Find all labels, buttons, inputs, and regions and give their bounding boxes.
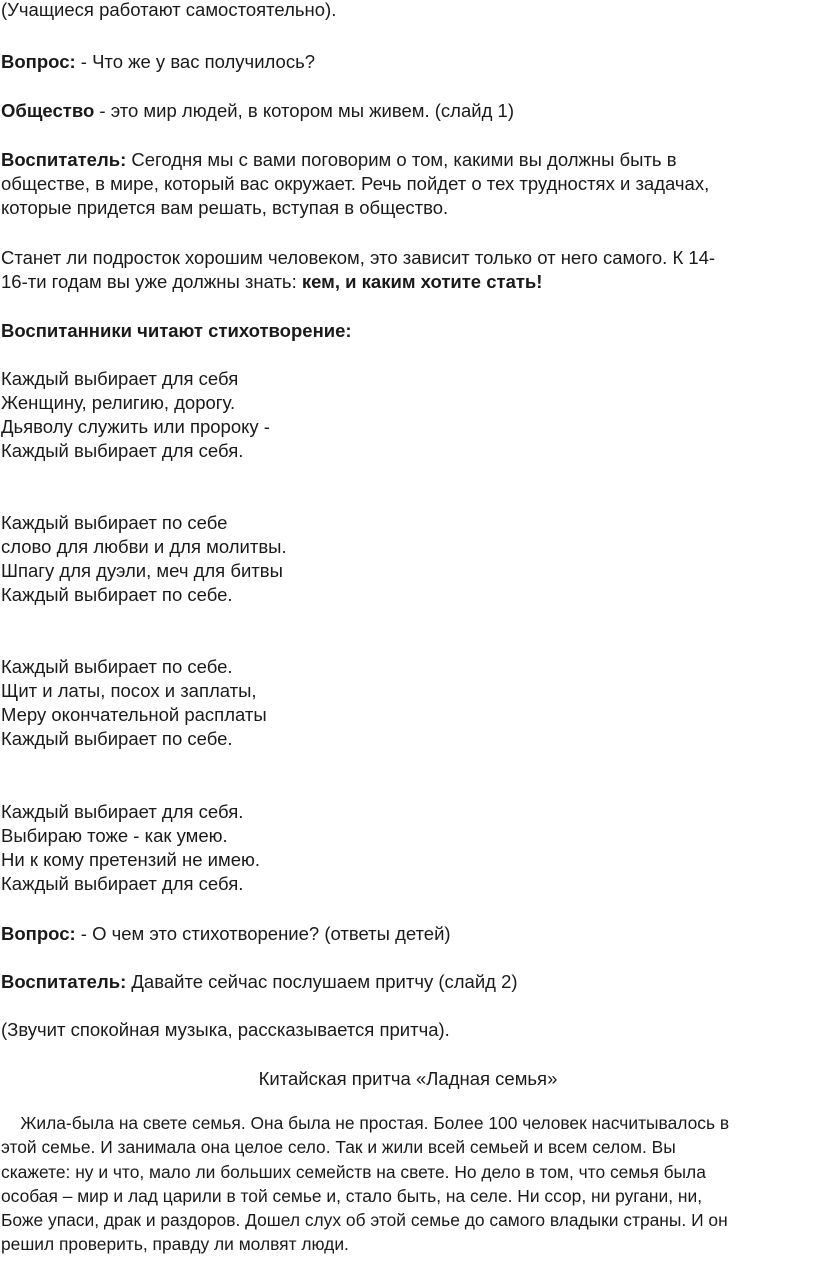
poem-line: Шпагу для дуэли, меч для битвы	[1, 560, 283, 581]
teacher-intro-line-2: обществе, в мире, который вас окружает. Речь пойдет о тех трудностях и задачах,	[1, 173, 710, 194]
parable-line: скажете: ну и что, мало ли больших семейств на свете. Но дело в том, что семья была	[1, 1161, 706, 1182]
poem-line: Дьяволу служить или пророку -	[1, 416, 270, 437]
poem-line: Каждый выбирает для себя.	[1, 801, 244, 822]
intro-note: (Учащиеся работают самостоятельно).	[1, 0, 337, 20]
question-1-text: - Что же у вас получилось?	[75, 51, 315, 72]
poem-line: Каждый выбирает для себя.	[1, 440, 244, 461]
pupils-read-heading	[1, 319, 813, 343]
parable-line: особая – мир и лад царили в той семье и, стало быть, на селе. Ни ссор, ни ругани, ни,	[1, 1185, 703, 1206]
poem-line: Щит и латы, посох и заплаты,	[1, 680, 257, 701]
parable-title: Китайская притча «Ладная семья»	[258, 1068, 558, 1089]
poem-line: Выбираю тоже - как умею.	[1, 825, 228, 846]
poem-line: Каждый выбирает по себе.	[1, 584, 233, 605]
poem-line: Каждый выбирает для себя	[1, 368, 239, 389]
poem-line: Каждый выбирает для себя.	[1, 873, 244, 894]
society-definition	[1, 99, 813, 123]
poem-line: Каждый выбирает по себе	[1, 512, 228, 533]
poem-stanza-1	[1, 367, 813, 463]
parable-line: решил проверить, правду ли молвят люди.	[1, 1234, 349, 1255]
society-text: - это мир людей, в котором мы живем. (слайд 1)	[94, 100, 514, 121]
pupils-read-text: Воспитанники читают стихотворение:	[1, 320, 352, 341]
parable-line: Боже упаси, драк и раздоров. Дошел слух об этой семье до самого владыки страны. И он	[1, 1210, 728, 1231]
question-2-text: - О чем это стихотворение? (ответы детей)	[75, 923, 451, 944]
teacher-label: Воспитатель:	[1, 149, 127, 170]
parable-line: Жила-была на свете семья. Она была не простая. Более 100 человек насчитывалось в	[1, 1113, 730, 1133]
teacher-intro-line-1	[1, 148, 813, 172]
question-2-label: Вопрос:	[1, 923, 76, 944]
poem-stanza-4	[1, 800, 813, 896]
poem-line: Меру окончательной расплаты	[1, 704, 267, 725]
poem-stanza-3	[1, 655, 813, 751]
teacher-label-2: Воспитатель:	[1, 971, 127, 992]
teacher-parable-text: Давайте сейчас послушаем притчу (слайд 2)	[126, 971, 518, 992]
parable-text	[1, 1111, 813, 1257]
music-note: (Звучит спокойная музыка, рассказывается притча).	[1, 1019, 450, 1040]
teacher-intro-line-3: которые придется вам решать, вступая в общество.	[1, 197, 449, 218]
poem-line: Каждый выбирает по себе.	[1, 728, 233, 749]
teen-line-2-plain: 16-ти годам вы уже должны знать:	[1, 271, 302, 292]
teen-line-1: Станет ли подросток хорошим человеком, это зависит только от него самого. К 14-	[1, 247, 716, 268]
poem-line: Каждый выбирает по себе.	[1, 656, 233, 677]
teacher-intro	[1, 148, 813, 220]
poem-line: слово для любви и для молитвы.	[1, 536, 287, 557]
parable-line: этой семье. И занимала она целое село. Так и жили всей семьей и всем селом. Вы	[1, 1137, 676, 1158]
poem-line: Ни к кому претензий не имею.	[1, 849, 261, 870]
teacher-intro-text-1: Сегодня мы с вами поговорим о том, какими вы должны быть в	[126, 149, 677, 170]
question-1-label: Вопрос:	[1, 51, 76, 72]
teen-line-2-bold: кем, и каким хотите стать!	[301, 271, 543, 292]
teacher-parable-intro	[1, 970, 813, 994]
society-label: Общество	[1, 100, 95, 121]
question-1	[1, 50, 813, 74]
poem-stanza-2	[1, 511, 813, 607]
teen-paragraph	[1, 246, 813, 294]
poem-line: Женщину, религию, дорогу.	[1, 392, 236, 413]
teen-line-2	[1, 270, 813, 294]
question-2	[1, 922, 813, 946]
